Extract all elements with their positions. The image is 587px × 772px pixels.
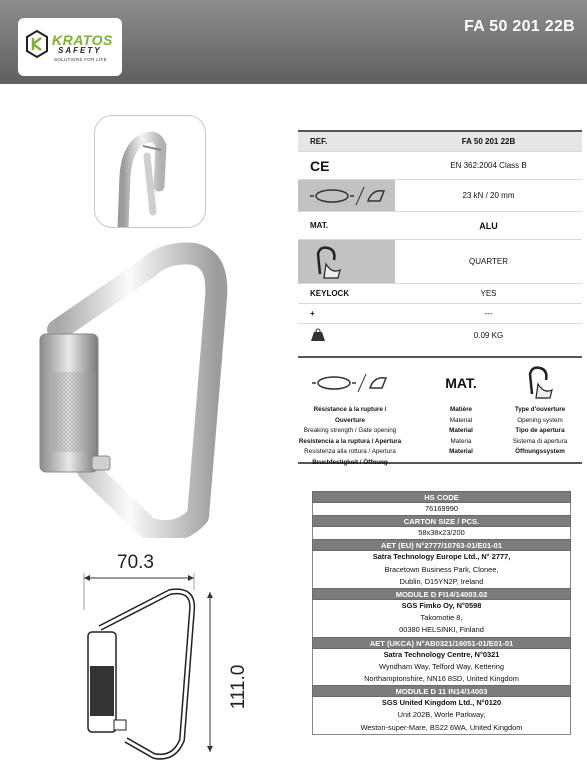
aet-uk-title: AET (UKCA) N°AB0321/16051-01/E01-01: [312, 637, 571, 649]
spec-row-ref: [298, 130, 582, 152]
aet-uk-line: Satra Technology Centre, N°0321: [383, 649, 500, 659]
legend-text: Sistema di apertura: [512, 437, 568, 445]
spec-value: 0.09 KG: [473, 330, 504, 340]
header-bar: [0, 0, 587, 84]
logo-mark-icon: [26, 30, 48, 58]
alu-icon: ALU: [479, 220, 498, 231]
carabiner-main-image: [28, 238, 228, 538]
weight-icon: [298, 324, 395, 346]
opening-icon: [522, 364, 558, 400]
spec-row-keylock: [298, 284, 582, 304]
aet-eu-line: Bracetown Business Park, Clonee,: [384, 564, 499, 574]
spec-label: KEYLOCK: [310, 289, 350, 298]
brand-name: KRATOS: [52, 32, 113, 48]
legend-text: Materia: [450, 437, 472, 445]
legend-text: Resistencia a la ruptura / Apertura: [298, 437, 402, 445]
module-d-line: 00380 HELSINKI, Finland: [399, 625, 484, 635]
brand-sub: SAFETY: [58, 46, 102, 55]
spec-label: REF.: [310, 137, 328, 146]
product-code: FA 50 201 22B: [464, 18, 575, 35]
aet-eu-body: [312, 551, 571, 588]
strength-icon: [312, 372, 392, 394]
aet-eu-line: Satra Technology Europe Ltd., N° 2777,: [372, 552, 511, 562]
legend-text: Type d'ouverture: [514, 406, 566, 413]
legend-text: Material: [449, 448, 473, 455]
legend-panel: [298, 356, 582, 464]
opening-icon: [298, 240, 395, 283]
module-d11-line: Weston-super-Mare, BS22 6WA, United Kingdom: [360, 722, 523, 732]
module-d-line: SGS Fimko Oy, N°0598: [401, 601, 482, 611]
ce-mark-icon: CE: [310, 157, 330, 174]
spec-value: ---: [484, 309, 493, 318]
hs-code-value: 76169990: [312, 503, 571, 515]
legend-text: Matière: [449, 406, 473, 413]
aet-uk-body: [312, 649, 571, 686]
module-d11-title: MODULE D 11 IN14/14003: [312, 685, 571, 697]
spec-row-strength: [298, 180, 582, 212]
legend-text: Öffnungssystem: [515, 448, 565, 455]
spec-row-opening: [298, 240, 582, 284]
legend-text: Tipo de apertura: [515, 427, 565, 434]
module-d-body: [312, 600, 571, 637]
dimension-width: 70.3: [117, 552, 154, 573]
legend-text: Opening system: [517, 416, 563, 424]
legend-text: Resistenza alla rottura / Apertura: [304, 448, 396, 455]
legend-mat-title: MAT.: [445, 375, 477, 391]
hs-code-title: HS CODE: [312, 491, 571, 503]
module-d11-line: SGS United Kingdom Ltd., N°0120: [381, 698, 502, 708]
brand-tagline: SOLUTIONS FOR LIFE: [54, 57, 107, 62]
strength-icon: [298, 180, 395, 211]
spec-row-material: [298, 212, 582, 240]
legend-text: Material: [449, 427, 473, 434]
spec-row-extra: [298, 304, 582, 324]
spec-value: 23 kN / 20 mm: [462, 191, 515, 200]
spec-value: YES: [480, 289, 497, 298]
dimension-height: 111.0: [228, 664, 249, 710]
certification-table: [312, 491, 571, 735]
module-d11-line: Unit 202B, Worle Parkway,: [397, 710, 486, 720]
aet-eu-line: Dublin, D15YN2P, Ireland: [399, 576, 484, 586]
spec-table: [298, 130, 582, 346]
module-d-title: MODULE D FI14/14003.02: [312, 588, 571, 600]
dimension-drawing: [70, 570, 230, 760]
legend-text: Bruchfestigkeit / Öffnung: [312, 458, 388, 466]
spec-value: QUARTER: [469, 257, 508, 266]
module-d-line: Takomotie 8,: [420, 613, 463, 623]
spec-row-standard: [298, 152, 582, 180]
legend-text: Breaking strength / Gate opening: [303, 427, 397, 434]
aet-uk-line: Wyndham Way, Telford Way, Kettering: [378, 661, 505, 671]
spec-value: EN 362:2004 Class B: [450, 161, 527, 170]
brand-logo: [18, 18, 122, 76]
module-d11-body: [312, 697, 571, 735]
spec-row-weight: [298, 324, 582, 346]
spec-value: FA 50 201 22B: [461, 137, 516, 146]
spec-label: MAT.: [310, 221, 329, 230]
legend-text: Résistance à la rupture / Ouverture: [313, 406, 387, 424]
legend-text: Material: [449, 416, 473, 424]
aet-uk-line: Northamptonshire, NN16 8SD, United Kingdom: [364, 674, 519, 684]
carton-title: CARTON SIZE / PCS.: [312, 515, 571, 527]
aet-eu-title: AET (EU) N°2777/10763-01/E01-01: [312, 539, 571, 551]
carabiner-gate-image: [95, 116, 206, 228]
spec-label: +: [310, 309, 315, 318]
gate-detail-thumbnail: [94, 115, 206, 228]
carton-value: 58x38x23/200: [312, 527, 571, 539]
